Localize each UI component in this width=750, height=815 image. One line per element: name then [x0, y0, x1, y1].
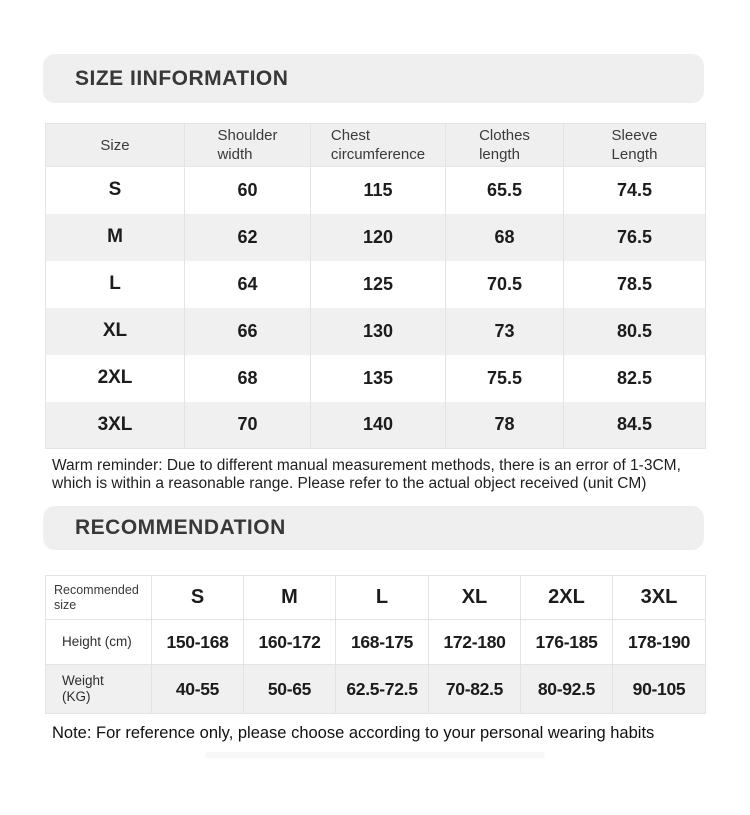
- section-title: RECOMMENDATION: [75, 516, 286, 539]
- sleeve-length-value: 80.5: [564, 308, 706, 355]
- clothes-length-value: 73: [446, 308, 564, 355]
- shoulder-width-value: 66: [185, 308, 311, 355]
- shoulder-width-value: 70: [185, 402, 311, 449]
- size-label: 3XL: [46, 402, 185, 449]
- weight-range: 40-55: [152, 665, 244, 714]
- shoulder-width-value: 62: [185, 214, 311, 261]
- column-header-size: Size: [46, 124, 185, 167]
- warm-reminder-line2: which is within a reasonable range. Please refer to the actual object received (unit CM): [52, 474, 647, 492]
- size-table-header-row: [46, 124, 706, 167]
- shoulder-width-value: 68: [185, 355, 311, 402]
- warm-reminder-text: [52, 457, 712, 492]
- chest-circumference-value: 130: [311, 308, 446, 355]
- column-header-sleeve-length: Sleeve Length: [564, 124, 706, 167]
- chest-circumference-value: 140: [311, 402, 446, 449]
- weight-range: 70-82.5: [429, 665, 521, 714]
- warm-reminder-line1: Warm reminder: Due to different manual measurement methods, there is an error of 1-3CM,: [52, 457, 681, 474]
- height-range: 178-190: [613, 620, 706, 665]
- section-header-size-information: [43, 54, 704, 103]
- column-header-shoulder-width: Shoulder width: [185, 124, 311, 167]
- weight-row-label: Weight (KG): [46, 665, 152, 714]
- recommendation-table: [45, 575, 706, 714]
- section-title: SIZE IINFORMATION: [75, 66, 289, 90]
- chest-circumference-value: 115: [311, 167, 446, 214]
- clothes-length-value: 65.5: [446, 167, 564, 214]
- section-header-recommendation: [43, 506, 704, 550]
- size-column-header: 2XL: [521, 576, 613, 620]
- height-range: 168-175: [336, 620, 429, 665]
- size-label: M: [46, 214, 185, 261]
- sleeve-length-value: 82.5: [564, 355, 706, 402]
- size-row-s: [46, 167, 706, 214]
- size-column-header: XL: [429, 576, 521, 620]
- corner-label-recommended-size: Recommended size: [46, 576, 152, 620]
- height-range: 160-172: [244, 620, 336, 665]
- size-column-header: M: [244, 576, 336, 620]
- size-row-l: [46, 261, 706, 308]
- height-row: [46, 620, 706, 665]
- shoulder-width-value: 60: [185, 167, 311, 214]
- chest-circumference-value: 125: [311, 261, 446, 308]
- height-range: 150-168: [152, 620, 244, 665]
- chest-circumference-value: 120: [311, 214, 446, 261]
- chest-circumference-value: 135: [311, 355, 446, 402]
- shoulder-width-value: 64: [185, 261, 311, 308]
- weight-row: [46, 665, 706, 714]
- size-column-header: L: [336, 576, 429, 620]
- weight-range: 50-65: [244, 665, 336, 714]
- height-range: 172-180: [429, 620, 521, 665]
- sleeve-length-value: 84.5: [564, 402, 706, 449]
- note-text: Note: For reference only, please choose according to your personal wearing habits: [52, 724, 655, 742]
- watermark-smudge: [205, 752, 545, 758]
- column-header-chest-circumference: Chest circumference: [311, 124, 446, 167]
- size-row-3xl: [46, 402, 706, 449]
- clothes-length-value: 70.5: [446, 261, 564, 308]
- weight-range: 90-105: [613, 665, 706, 714]
- sleeve-length-value: 76.5: [564, 214, 706, 261]
- clothes-length-value: 75.5: [446, 355, 564, 402]
- sleeve-length-value: 74.5: [564, 167, 706, 214]
- size-column-header: 3XL: [613, 576, 706, 620]
- weight-range: 80-92.5: [521, 665, 613, 714]
- size-row-m: [46, 214, 706, 261]
- height-row-label: Height (cm): [46, 620, 152, 665]
- height-range: 176-185: [521, 620, 613, 665]
- size-table: [45, 123, 706, 449]
- recommendation-header-row: [46, 576, 706, 620]
- size-label: S: [46, 167, 185, 214]
- size-column-header: S: [152, 576, 244, 620]
- size-label: XL: [46, 308, 185, 355]
- column-header-clothes-length: Clothes length: [446, 124, 564, 167]
- sleeve-length-value: 78.5: [564, 261, 706, 308]
- size-label: 2XL: [46, 355, 185, 402]
- weight-range: 62.5-72.5: [336, 665, 429, 714]
- size-row-2xl: [46, 355, 706, 402]
- clothes-length-value: 78: [446, 402, 564, 449]
- size-label: L: [46, 261, 185, 308]
- clothes-length-value: 68: [446, 214, 564, 261]
- size-row-xl: [46, 308, 706, 355]
